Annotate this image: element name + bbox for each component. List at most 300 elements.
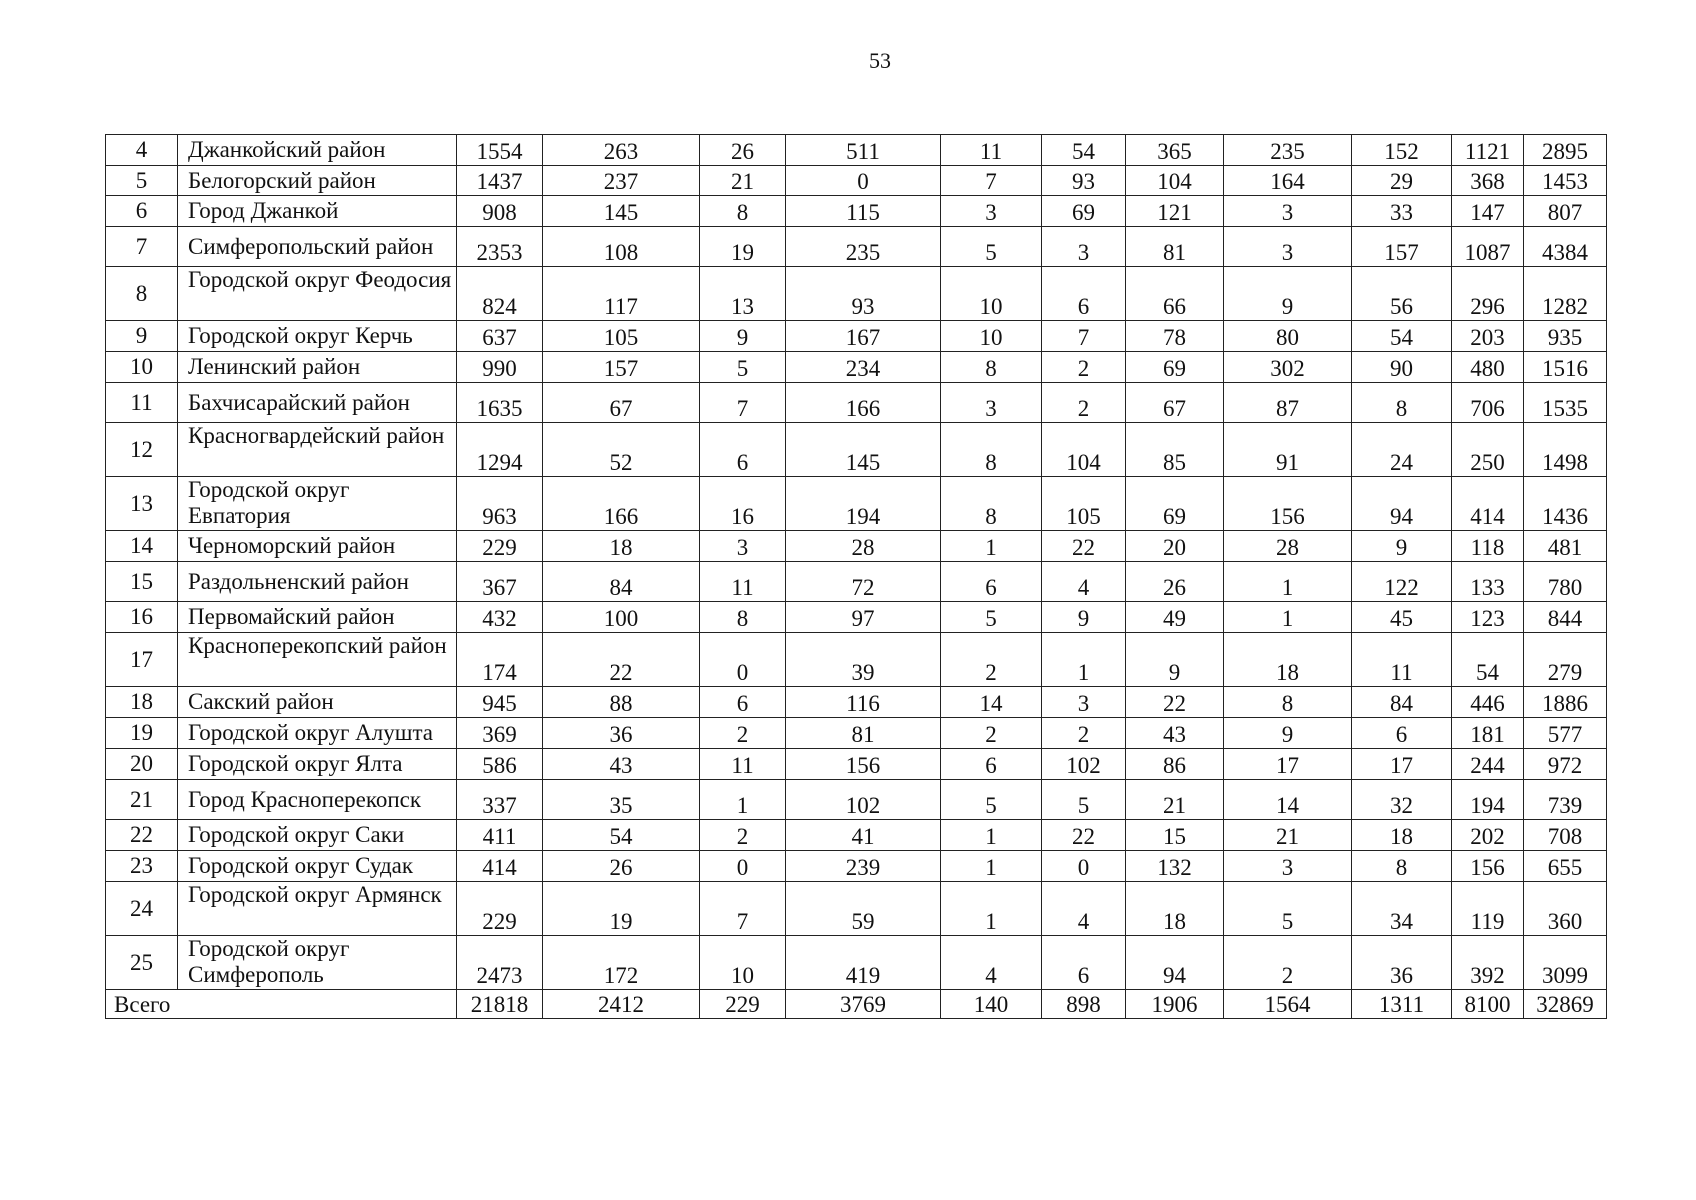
value-cell: 36 <box>543 718 700 749</box>
value-cell: 2 <box>1042 718 1126 749</box>
value-cell: 14 <box>941 687 1042 718</box>
value-cell: 13 <box>700 267 786 321</box>
value-cell: 9 <box>1224 267 1352 321</box>
district-name: Городской округ Ялта <box>178 749 457 780</box>
total-value-cell: 140 <box>941 990 1042 1019</box>
row-number: 22 <box>106 820 178 851</box>
value-cell: 7 <box>700 882 786 936</box>
district-name: Город Красноперекопск <box>178 780 457 820</box>
value-cell: 49 <box>1126 602 1224 633</box>
total-value-cell: 1311 <box>1352 990 1452 1019</box>
district-name: Первомайский район <box>178 602 457 633</box>
value-cell: 6 <box>700 423 786 477</box>
value-cell: 69 <box>1126 352 1224 383</box>
value-cell: 54 <box>1352 321 1452 352</box>
value-cell: 54 <box>1452 633 1524 687</box>
value-cell: 2 <box>1224 936 1352 990</box>
value-cell: 235 <box>1224 135 1352 166</box>
row-number: 18 <box>106 687 178 718</box>
value-cell: 708 <box>1524 820 1607 851</box>
value-cell: 22 <box>1126 687 1224 718</box>
row-number: 17 <box>106 633 178 687</box>
row-number: 25 <box>106 936 178 990</box>
value-cell: 90 <box>1352 352 1452 383</box>
value-cell: 94 <box>1352 477 1452 531</box>
value-cell: 45 <box>1352 602 1452 633</box>
value-cell: 67 <box>543 383 700 423</box>
value-cell: 93 <box>786 267 941 321</box>
value-cell: 28 <box>1224 531 1352 562</box>
value-cell: 511 <box>786 135 941 166</box>
value-cell: 263 <box>543 135 700 166</box>
value-cell: 41 <box>786 820 941 851</box>
value-cell: 157 <box>1352 227 1452 267</box>
value-cell: 1121 <box>1452 135 1524 166</box>
value-cell: 279 <box>1524 633 1607 687</box>
district-name: Бахчисарайский район <box>178 383 457 423</box>
value-cell: 157 <box>543 352 700 383</box>
value-cell: 174 <box>457 633 543 687</box>
value-cell: 69 <box>1042 196 1126 227</box>
row-number: 6 <box>106 196 178 227</box>
value-cell: 239 <box>786 851 941 882</box>
value-cell: 1 <box>941 820 1042 851</box>
value-cell: 1886 <box>1524 687 1607 718</box>
value-cell: 1 <box>700 780 786 820</box>
value-cell: 1 <box>941 851 1042 882</box>
value-cell: 411 <box>457 820 543 851</box>
value-cell: 3 <box>941 383 1042 423</box>
value-cell: 237 <box>543 166 700 196</box>
district-name: Городской округ Евпатория <box>178 477 457 531</box>
value-cell: 481 <box>1524 531 1607 562</box>
value-cell: 1498 <box>1524 423 1607 477</box>
value-cell: 81 <box>1126 227 1224 267</box>
value-cell: 1436 <box>1524 477 1607 531</box>
value-cell: 5 <box>700 352 786 383</box>
value-cell: 706 <box>1452 383 1524 423</box>
value-cell: 807 <box>1524 196 1607 227</box>
value-cell: 9 <box>1126 633 1224 687</box>
value-cell: 164 <box>1224 166 1352 196</box>
table-row <box>106 135 1607 166</box>
value-cell: 6 <box>1042 267 1126 321</box>
value-cell: 72 <box>786 562 941 602</box>
value-cell: 202 <box>1452 820 1524 851</box>
value-cell: 1437 <box>457 166 543 196</box>
value-cell: 80 <box>1224 321 1352 352</box>
value-cell: 85 <box>1126 423 1224 477</box>
value-cell: 8 <box>700 602 786 633</box>
statistics-table <box>105 134 1607 1019</box>
row-number: 5 <box>106 166 178 196</box>
row-number: 7 <box>106 227 178 267</box>
value-cell: 972 <box>1524 749 1607 780</box>
value-cell: 3 <box>1224 196 1352 227</box>
value-cell: 43 <box>543 749 700 780</box>
row-number: 15 <box>106 562 178 602</box>
value-cell: 8 <box>1224 687 1352 718</box>
value-cell: 990 <box>457 352 543 383</box>
table-row <box>106 383 1607 423</box>
value-cell: 18 <box>1126 882 1224 936</box>
value-cell: 2353 <box>457 227 543 267</box>
value-cell: 392 <box>1452 936 1524 990</box>
value-cell: 11 <box>700 749 786 780</box>
value-cell: 22 <box>543 633 700 687</box>
page-number: 53 <box>869 48 891 73</box>
value-cell: 19 <box>543 882 700 936</box>
value-cell: 20 <box>1126 531 1224 562</box>
value-cell: 10 <box>941 321 1042 352</box>
value-cell: 655 <box>1524 851 1607 882</box>
value-cell: 145 <box>786 423 941 477</box>
value-cell: 9 <box>1224 718 1352 749</box>
value-cell: 5 <box>941 780 1042 820</box>
value-cell: 5 <box>1042 780 1126 820</box>
value-cell: 2 <box>700 718 786 749</box>
value-cell: 122 <box>1352 562 1452 602</box>
value-cell: 908 <box>457 196 543 227</box>
value-cell: 3 <box>1224 851 1352 882</box>
value-cell: 152 <box>1352 135 1452 166</box>
total-value-cell: 1564 <box>1224 990 1352 1019</box>
row-number: 8 <box>106 267 178 321</box>
value-cell: 21 <box>700 166 786 196</box>
value-cell: 105 <box>543 321 700 352</box>
value-cell: 156 <box>786 749 941 780</box>
value-cell: 637 <box>457 321 543 352</box>
value-cell: 26 <box>543 851 700 882</box>
total-label: Всего <box>106 990 457 1019</box>
row-number: 20 <box>106 749 178 780</box>
value-cell: 367 <box>457 562 543 602</box>
value-cell: 66 <box>1126 267 1224 321</box>
value-cell: 2 <box>700 820 786 851</box>
value-cell: 36 <box>1352 936 1452 990</box>
value-cell: 0 <box>700 633 786 687</box>
row-number: 11 <box>106 383 178 423</box>
value-cell: 100 <box>543 602 700 633</box>
value-cell: 844 <box>1524 602 1607 633</box>
row-number: 9 <box>106 321 178 352</box>
value-cell: 8 <box>1352 383 1452 423</box>
value-cell: 3 <box>1042 227 1126 267</box>
value-cell: 11 <box>941 135 1042 166</box>
value-cell: 1 <box>1224 562 1352 602</box>
value-cell: 18 <box>543 531 700 562</box>
table-row <box>106 227 1607 267</box>
value-cell: 15 <box>1126 820 1224 851</box>
value-cell: 1516 <box>1524 352 1607 383</box>
value-cell: 2 <box>1042 352 1126 383</box>
value-cell: 1294 <box>457 423 543 477</box>
value-cell: 3099 <box>1524 936 1607 990</box>
value-cell: 11 <box>1352 633 1452 687</box>
district-name: Городской округ Симферополь <box>178 936 457 990</box>
table-row <box>106 423 1607 477</box>
district-name: Ленинский район <box>178 352 457 383</box>
table-row <box>106 267 1607 321</box>
value-cell: 22 <box>1042 531 1126 562</box>
value-cell: 11 <box>700 562 786 602</box>
value-cell: 108 <box>543 227 700 267</box>
value-cell: 229 <box>457 882 543 936</box>
value-cell: 0 <box>786 166 941 196</box>
value-cell: 3 <box>1224 227 1352 267</box>
value-cell: 84 <box>543 562 700 602</box>
district-name: Белогорский район <box>178 166 457 196</box>
value-cell: 1554 <box>457 135 543 166</box>
row-number: 23 <box>106 851 178 882</box>
value-cell: 419 <box>786 936 941 990</box>
value-cell: 26 <box>1126 562 1224 602</box>
value-cell: 229 <box>457 531 543 562</box>
total-value-cell: 3769 <box>786 990 941 1019</box>
district-name: Городской округ Судак <box>178 851 457 882</box>
value-cell: 56 <box>1352 267 1452 321</box>
value-cell: 86 <box>1126 749 1224 780</box>
value-cell: 5 <box>1224 882 1352 936</box>
value-cell: 9 <box>1352 531 1452 562</box>
total-row <box>106 990 1607 1019</box>
value-cell: 156 <box>1452 851 1524 882</box>
value-cell: 116 <box>786 687 941 718</box>
value-cell: 480 <box>1452 352 1524 383</box>
value-cell: 1 <box>941 531 1042 562</box>
value-cell: 4 <box>1042 882 1126 936</box>
district-name: Джанкойский район <box>178 135 457 166</box>
value-cell: 586 <box>457 749 543 780</box>
value-cell: 97 <box>786 602 941 633</box>
row-number: 4 <box>106 135 178 166</box>
district-name: Черноморский район <box>178 531 457 562</box>
table-row <box>106 352 1607 383</box>
value-cell: 935 <box>1524 321 1607 352</box>
district-name: Городской округ Керчь <box>178 321 457 352</box>
table-body <box>106 135 1607 1019</box>
value-cell: 5 <box>941 602 1042 633</box>
value-cell: 88 <box>543 687 700 718</box>
value-cell: 4384 <box>1524 227 1607 267</box>
value-cell: 52 <box>543 423 700 477</box>
value-cell: 577 <box>1524 718 1607 749</box>
value-cell: 118 <box>1452 531 1524 562</box>
value-cell: 8 <box>700 196 786 227</box>
table-row <box>106 749 1607 780</box>
value-cell: 181 <box>1452 718 1524 749</box>
value-cell: 21 <box>1126 780 1224 820</box>
district-name: Симферопольский район <box>178 227 457 267</box>
value-cell: 4 <box>941 936 1042 990</box>
value-cell: 1 <box>1042 633 1126 687</box>
value-cell: 1282 <box>1524 267 1607 321</box>
value-cell: 365 <box>1126 135 1224 166</box>
value-cell: 93 <box>1042 166 1126 196</box>
value-cell: 21 <box>1224 820 1352 851</box>
value-cell: 67 <box>1126 383 1224 423</box>
value-cell: 296 <box>1452 267 1524 321</box>
value-cell: 123 <box>1452 602 1524 633</box>
value-cell: 1087 <box>1452 227 1524 267</box>
value-cell: 4 <box>1042 562 1126 602</box>
table-row <box>106 633 1607 687</box>
value-cell: 3 <box>1042 687 1126 718</box>
row-number: 10 <box>106 352 178 383</box>
value-cell: 1 <box>1224 602 1352 633</box>
value-cell: 2895 <box>1524 135 1607 166</box>
value-cell: 8 <box>941 477 1042 531</box>
value-cell: 0 <box>1042 851 1126 882</box>
value-cell: 7 <box>1042 321 1126 352</box>
value-cell: 145 <box>543 196 700 227</box>
district-name: Городской округ Феодосия <box>178 267 457 321</box>
value-cell: 8 <box>941 423 1042 477</box>
value-cell: 132 <box>1126 851 1224 882</box>
value-cell: 3 <box>700 531 786 562</box>
total-value-cell: 2412 <box>543 990 700 1019</box>
value-cell: 166 <box>786 383 941 423</box>
value-cell: 172 <box>543 936 700 990</box>
value-cell: 14 <box>1224 780 1352 820</box>
value-cell: 302 <box>1224 352 1352 383</box>
value-cell: 147 <box>1452 196 1524 227</box>
value-cell: 84 <box>1352 687 1452 718</box>
value-cell: 94 <box>1126 936 1224 990</box>
district-name: Городской округ Алушта <box>178 718 457 749</box>
value-cell: 167 <box>786 321 941 352</box>
table-row <box>106 882 1607 936</box>
value-cell: 6 <box>1042 936 1126 990</box>
row-number: 13 <box>106 477 178 531</box>
value-cell: 824 <box>457 267 543 321</box>
value-cell: 203 <box>1452 321 1524 352</box>
value-cell: 105 <box>1042 477 1126 531</box>
table-row <box>106 196 1607 227</box>
value-cell: 432 <box>457 602 543 633</box>
value-cell: 194 <box>1452 780 1524 820</box>
value-cell: 234 <box>786 352 941 383</box>
row-number: 21 <box>106 780 178 820</box>
district-name: Красноперекопский район <box>178 633 457 687</box>
value-cell: 18 <box>1352 820 1452 851</box>
value-cell: 2473 <box>457 936 543 990</box>
value-cell: 1453 <box>1524 166 1607 196</box>
table-row <box>106 851 1607 882</box>
value-cell: 368 <box>1452 166 1524 196</box>
value-cell: 780 <box>1524 562 1607 602</box>
table-row <box>106 780 1607 820</box>
value-cell: 945 <box>457 687 543 718</box>
value-cell: 17 <box>1352 749 1452 780</box>
value-cell: 69 <box>1126 477 1224 531</box>
total-value-cell: 1906 <box>1126 990 1224 1019</box>
value-cell: 78 <box>1126 321 1224 352</box>
value-cell: 3 <box>941 196 1042 227</box>
district-name: Городской округ Армянск <box>178 882 457 936</box>
table-row <box>106 531 1607 562</box>
value-cell: 250 <box>1452 423 1524 477</box>
value-cell: 17 <box>1224 749 1352 780</box>
value-cell: 1535 <box>1524 383 1607 423</box>
district-name: Сакский район <box>178 687 457 718</box>
district-name: Раздольненский район <box>178 562 457 602</box>
value-cell: 446 <box>1452 687 1524 718</box>
value-cell: 35 <box>543 780 700 820</box>
value-cell: 8 <box>1352 851 1452 882</box>
table-row <box>106 936 1607 990</box>
value-cell: 133 <box>1452 562 1524 602</box>
row-number: 24 <box>106 882 178 936</box>
table-row <box>106 166 1607 196</box>
value-cell: 102 <box>1042 749 1126 780</box>
value-cell: 54 <box>543 820 700 851</box>
value-cell: 39 <box>786 633 941 687</box>
table-row <box>106 321 1607 352</box>
value-cell: 104 <box>1126 166 1224 196</box>
value-cell: 10 <box>941 267 1042 321</box>
value-cell: 33 <box>1352 196 1452 227</box>
value-cell: 235 <box>786 227 941 267</box>
value-cell: 166 <box>543 477 700 531</box>
value-cell: 0 <box>700 851 786 882</box>
total-value-cell: 229 <box>700 990 786 1019</box>
district-name: Город Джанкой <box>178 196 457 227</box>
value-cell: 29 <box>1352 166 1452 196</box>
value-cell: 26 <box>700 135 786 166</box>
value-cell: 156 <box>1224 477 1352 531</box>
table-row <box>106 477 1607 531</box>
value-cell: 34 <box>1352 882 1452 936</box>
value-cell: 81 <box>786 718 941 749</box>
value-cell: 1 <box>941 882 1042 936</box>
value-cell: 194 <box>786 477 941 531</box>
table-row <box>106 718 1607 749</box>
value-cell: 91 <box>1224 423 1352 477</box>
value-cell: 32 <box>1352 780 1452 820</box>
value-cell: 8 <box>941 352 1042 383</box>
value-cell: 2 <box>941 718 1042 749</box>
value-cell: 9 <box>700 321 786 352</box>
table-row <box>106 687 1607 718</box>
value-cell: 59 <box>786 882 941 936</box>
value-cell: 9 <box>1042 602 1126 633</box>
value-cell: 6 <box>1352 718 1452 749</box>
value-cell: 22 <box>1042 820 1126 851</box>
value-cell: 28 <box>786 531 941 562</box>
table-row <box>106 602 1607 633</box>
value-cell: 16 <box>700 477 786 531</box>
value-cell: 19 <box>700 227 786 267</box>
value-cell: 360 <box>1524 882 1607 936</box>
value-cell: 87 <box>1224 383 1352 423</box>
total-value-cell: 8100 <box>1452 990 1524 1019</box>
value-cell: 2 <box>941 633 1042 687</box>
value-cell: 10 <box>700 936 786 990</box>
value-cell: 7 <box>941 166 1042 196</box>
value-cell: 963 <box>457 477 543 531</box>
value-cell: 18 <box>1224 633 1352 687</box>
value-cell: 121 <box>1126 196 1224 227</box>
total-value-cell: 898 <box>1042 990 1126 1019</box>
total-value-cell: 32869 <box>1524 990 1607 1019</box>
district-name: Красногвардейский район <box>178 423 457 477</box>
value-cell: 6 <box>700 687 786 718</box>
value-cell: 414 <box>457 851 543 882</box>
table-row <box>106 562 1607 602</box>
value-cell: 739 <box>1524 780 1607 820</box>
value-cell: 414 <box>1452 477 1524 531</box>
